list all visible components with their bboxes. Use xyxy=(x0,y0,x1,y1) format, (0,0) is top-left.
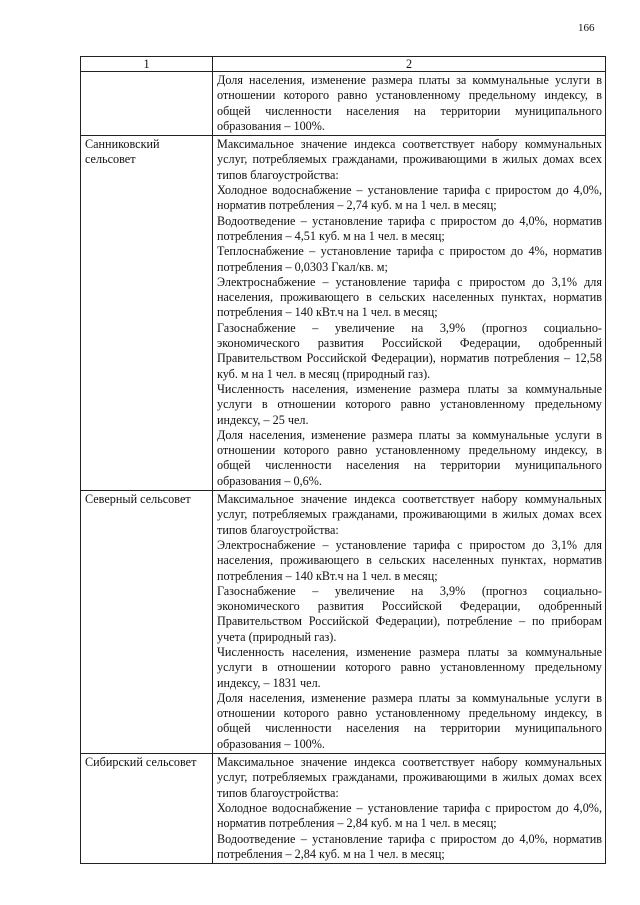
paragraph: Холодное водоснабжение – установление тарифа с приростом до 4,0%, норматив потребления – 2,84 куб. м на 1 чел. в месяц; xyxy=(217,800,602,831)
paragraph: Численность населения, изменение размера платы за коммунальные услуги в отношении которого равно установленному предельному индексу, – 1831 чел. xyxy=(217,644,602,690)
municipality-name xyxy=(81,72,213,136)
paragraph: Газоснабжение – увеличение на 3,9% (прогноз социально-экономического развития Российской Федерации, одобренный Правительством Российской Федерации), потребление – по приборам учета (природный газ). xyxy=(217,583,602,644)
paragraph: Электроснабжение – установление тарифа с приростом до 3,1% для населения, проживающего в сельских населенных пунктах, норматив потребления – 140 кВт.ч на 1 чел. в месяц; xyxy=(217,537,602,583)
indicator-text xyxy=(213,754,606,864)
paragraph: Доля населения, изменение размера платы за коммунальные услуги в отношении которого равно установленному предельному индексу, в общей численности населения на территории муниципального образования – 0,6%. xyxy=(217,427,602,488)
paragraph: Максимальное значение индекса соответствует набору коммунальных услуг, потребляемых гражданами, проживающими в жилых домах всех типов благоустройства: xyxy=(217,137,602,182)
paragraph: Водоотведение – установление тарифа с приростом до 4,0%, норматив потребления – 4,51 куб. м на 1 чел. в месяц; xyxy=(217,213,602,243)
paragraph: Электроснабжение – установление тарифа с приростом до 3,1% для населения, проживающего в сельских населенных пунктах, норматив потребления – 140 кВт.ч на 1 чел. в месяц; xyxy=(217,274,602,320)
table-row xyxy=(81,491,606,754)
paragraph: Численность населения, изменение размера платы за коммунальные услуги в отношении которого равно установленному предельному индексу, – 25 чел. xyxy=(217,381,602,427)
municipality-name: Санниковский сельсовет xyxy=(81,136,213,491)
indicator-text xyxy=(213,491,606,754)
paragraph: Теплоснабжение – установление тарифа с приростом до 4%, норматив потребления – 0,0303 Гкал/кв. м; xyxy=(217,244,602,274)
paragraph: Доля населения, изменение размера платы за коммунальные услуги в отношении которого равно установленному предельному индексу, в общей численности населения на территории муниципального образования – 100%. xyxy=(217,73,602,133)
table-row xyxy=(81,72,606,136)
paragraph: Доля населения, изменение размера платы за коммунальные услуги в отношении которого равно установленному предельному индексу, в общей численности населения на территории муниципального образования – 100%. xyxy=(217,690,602,751)
indicator-text xyxy=(213,72,606,136)
page-number: 166 xyxy=(578,22,595,34)
paragraph: Газоснабжение – увеличение на 3,9% (прогноз социально-экономического развития Российской Федерации, одобренный Правительством Российской Федерации), норматив потребления – 12,58 куб. м на 1 чел. в месяц (природный газ). xyxy=(217,320,602,381)
municipality-name: Северный сельсовет xyxy=(81,491,213,754)
table-row xyxy=(81,754,606,864)
municipality-name: Сибирский сельсовет xyxy=(81,754,213,864)
header-col-1: 1 xyxy=(81,57,213,72)
paragraph: Холодное водоснабжение – установление тарифа с приростом до 4,0%, норматив потребления – 2,74 куб. м на 1 чел. в месяц; xyxy=(217,183,602,213)
indicator-text xyxy=(213,136,606,491)
municipality-table xyxy=(80,56,606,864)
paragraph: Максимальное значение индекса соответствует набору коммунальных услуг, потребляемых гражданами, проживающими в жилых домах всех типов благоустройства: xyxy=(217,492,602,537)
header-col-2: 2 xyxy=(213,57,606,72)
paragraph: Водоотведение – установление тарифа с приростом до 4,0%, норматив потребления – 2,84 куб. м на 1 чел. в месяц; xyxy=(217,831,602,861)
table-row xyxy=(81,136,606,491)
paragraph: Максимальное значение индекса соответствует набору коммунальных услуг, потребляемых гражданами, проживающими в жилых домах всех типов благоустройства: xyxy=(217,755,602,800)
header-row xyxy=(81,57,606,72)
